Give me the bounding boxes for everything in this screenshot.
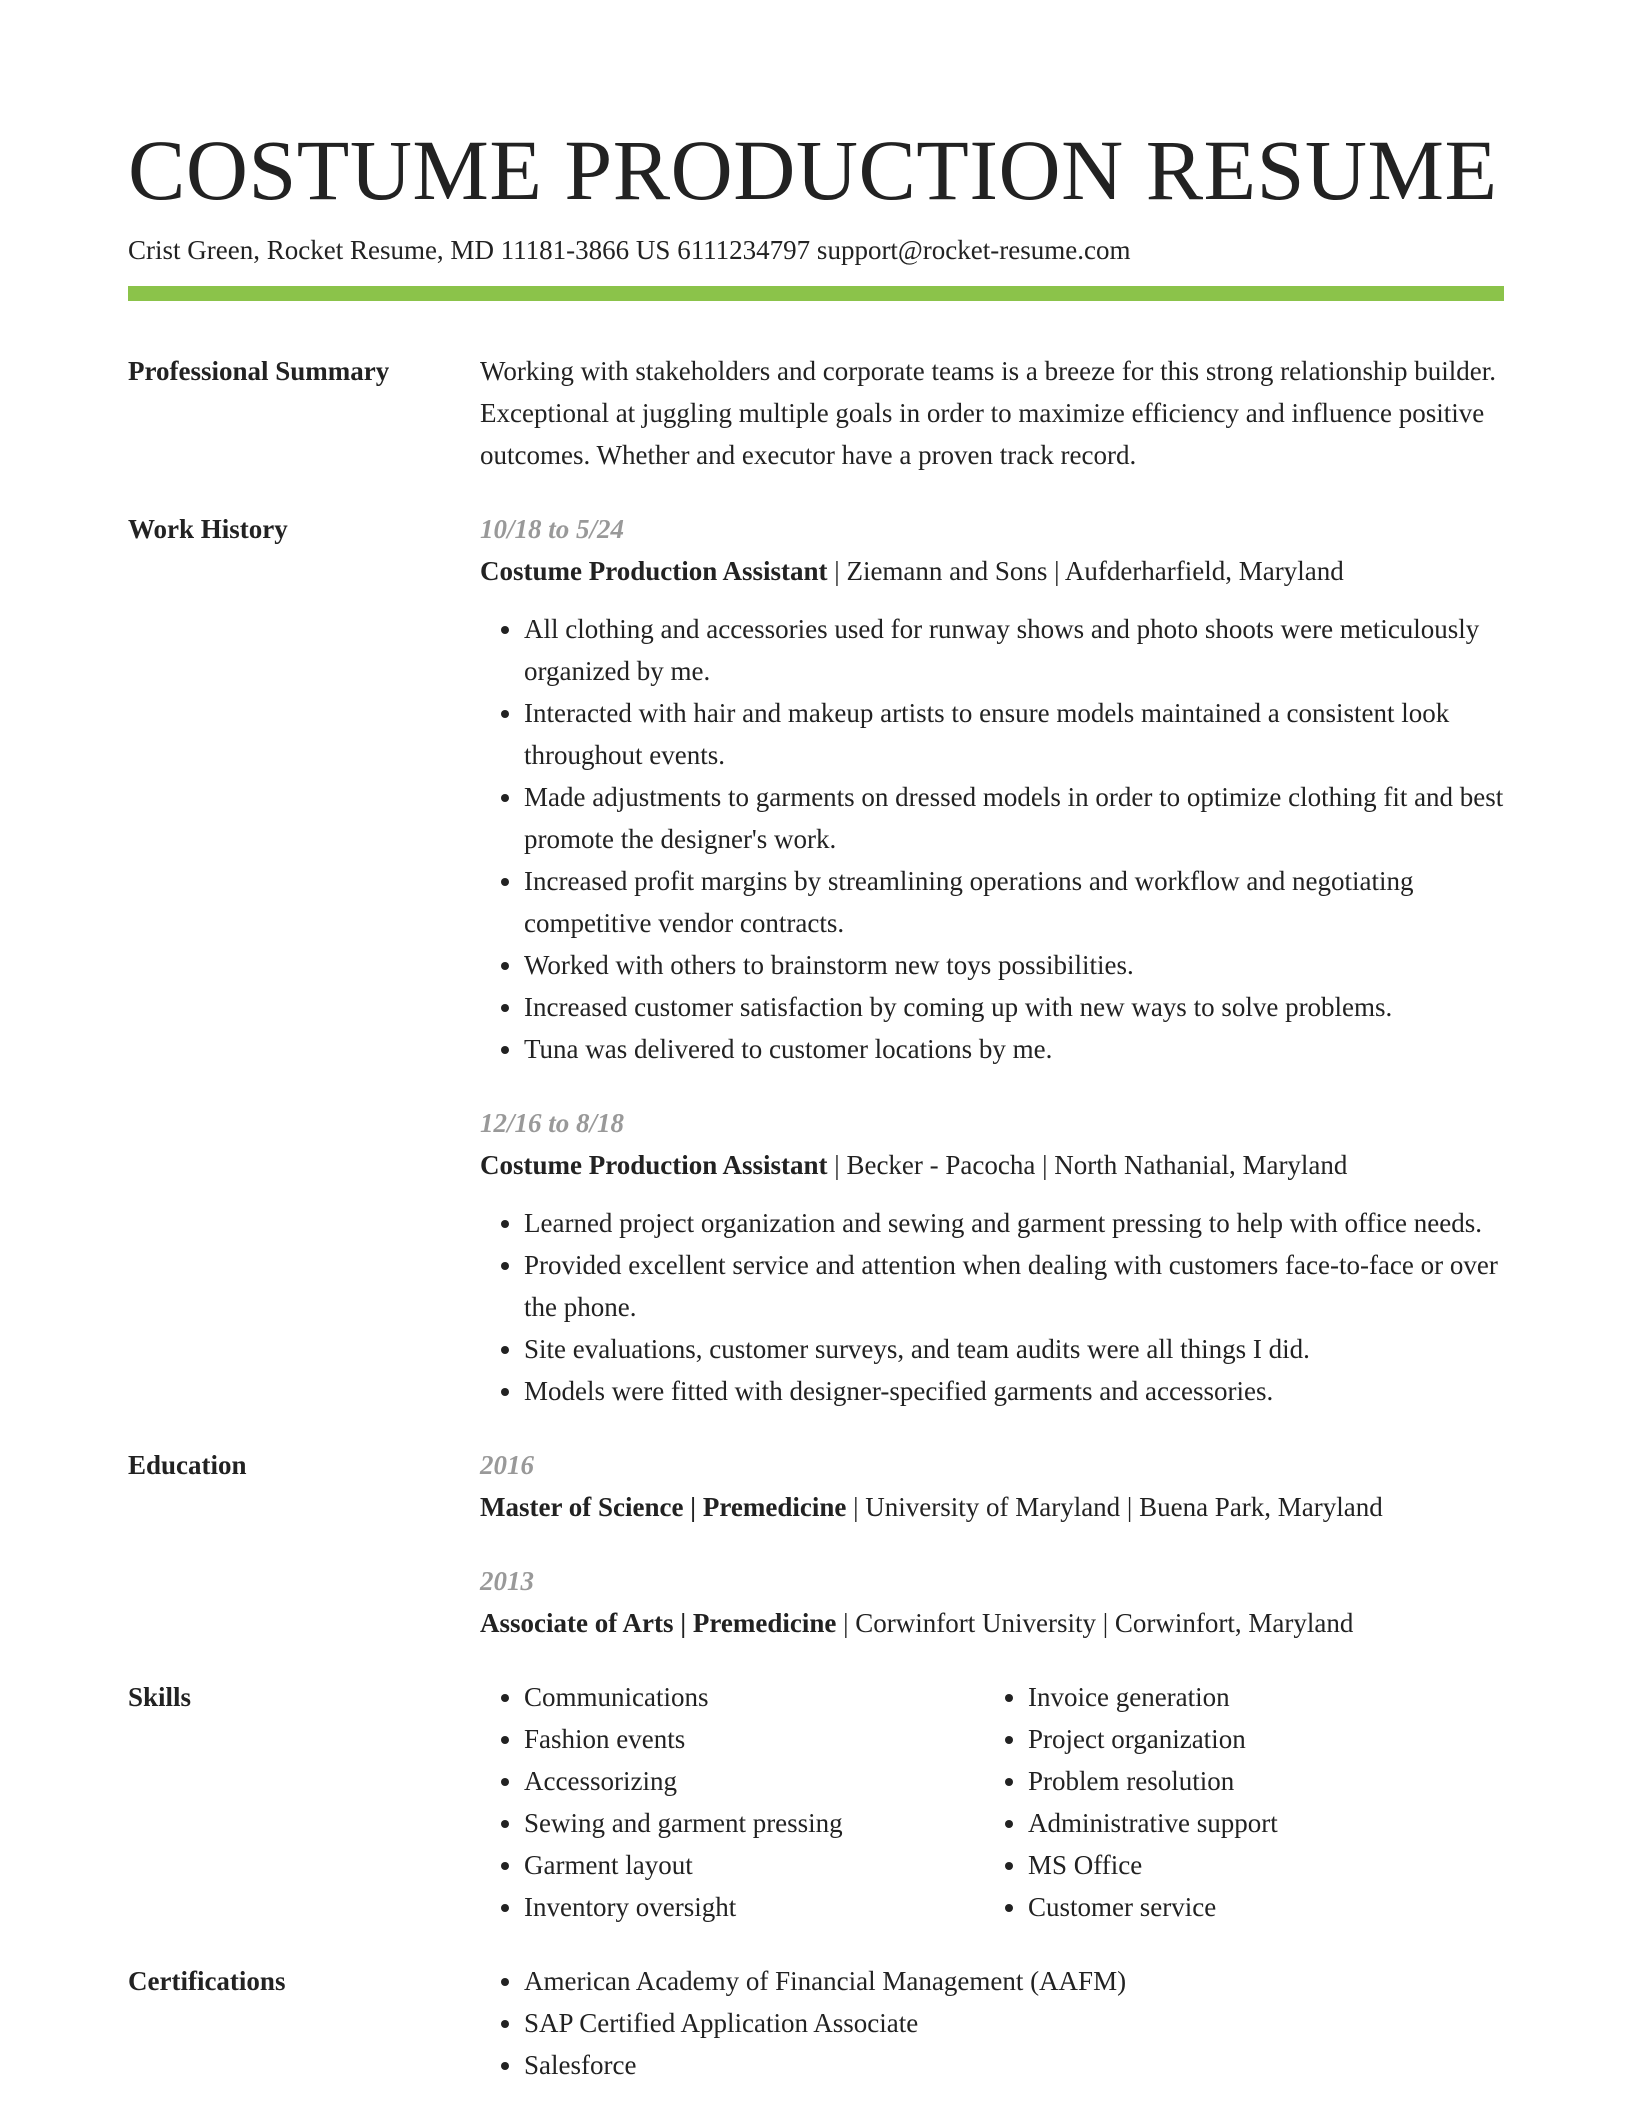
job-bullets (480, 608, 1504, 1070)
job-employer-location: | Ziemann and Sons | Aufderharfield, Maryland (827, 556, 1344, 586)
skill-item: • Customer service (1028, 1886, 1488, 1928)
education-degree-line (480, 1602, 1504, 1644)
section-label-education: Education (128, 1450, 247, 1480)
education-entry (480, 1560, 1504, 1644)
job-title: Costume Production Assistant (480, 1150, 828, 1180)
certification-item: • Salesforce (524, 2044, 1504, 2086)
job-date: 10/18 to 5/24 (480, 514, 625, 544)
education-entry (480, 1444, 1504, 1528)
job-role-line (480, 1144, 1504, 1186)
list-item: • Worked with others to brainstorm new toys possibilities. (524, 944, 1504, 986)
work-body (480, 508, 1504, 1412)
job-entry (480, 1102, 1504, 1412)
section-education (128, 1444, 1504, 1644)
header-accent-rule (128, 286, 1504, 301)
skills-grid (480, 1676, 1504, 1928)
section-label-summary: Professional Summary (128, 356, 390, 386)
certification-item: • SAP Certified Application Associate (524, 2002, 1504, 2044)
education-date: 2013 (480, 1566, 534, 1596)
section-label-work: Work History (128, 514, 288, 544)
list-item: • Learned project organization and sewing and garment pressing to help with office needs. (524, 1202, 1504, 1244)
section-work-history (128, 508, 1504, 1412)
skill-item: • Sewing and garment pressing (524, 1802, 984, 1844)
section-skills (128, 1676, 1504, 1928)
skill-item: • Administrative support (1028, 1802, 1488, 1844)
skill-item: • Inventory oversight (524, 1886, 984, 1928)
skill-item: • Project organization (1028, 1718, 1488, 1760)
resume-sections (128, 350, 1504, 2118)
job-title: Costume Production Assistant (480, 556, 828, 586)
skill-item: • Invoice generation (1028, 1676, 1488, 1718)
skill-item: • Garment layout (524, 1844, 984, 1886)
list-item: • All clothing and accessories used for runway shows and photo shoots were meticulously organized by me. (524, 608, 1504, 692)
job-employer-location: | Becker - Pacocha | North Nathanial, Maryland (827, 1150, 1348, 1180)
education-body (480, 1444, 1504, 1644)
skill-item: • Fashion events (524, 1718, 984, 1760)
education-school-location: | Corwinfort University | Corwinfort, Maryland (836, 1608, 1354, 1638)
list-item: • Tuna was delivered to customer locations by me. (524, 1028, 1504, 1070)
list-item: • Site evaluations, customer surveys, and team audits were all things I did. (524, 1328, 1504, 1370)
skills-column-left (480, 1676, 984, 1928)
skills-body (480, 1676, 1504, 1928)
summary-text: Working with stakeholders and corporate teams is a breeze for this strong relationship builder. Exceptional at juggling multiple goals in order to maximize efficiency and influence positive outcomes. Whether and executor have a proven track record. (480, 356, 1497, 470)
section-certifications (128, 1960, 1504, 2086)
skill-item: • Problem resolution (1028, 1760, 1488, 1802)
education-degree: Master of Science | Premedicine (480, 1492, 847, 1522)
certifications-body (480, 1960, 1504, 2086)
resume-title: COSTUME PRODUCTION RESUME (128, 122, 1498, 218)
list-item: • Provided excellent service and attention when dealing with customers face-to-face or over the phone. (524, 1244, 1504, 1328)
education-school-location: | University of Maryland | Buena Park, Maryland (846, 1492, 1383, 1522)
list-item: • Models were fitted with designer-specified garments and accessories. (524, 1370, 1504, 1412)
skill-item: • Accessorizing (524, 1760, 984, 1802)
education-degree-line (480, 1486, 1504, 1528)
section-label-skills: Skills (128, 1682, 192, 1712)
job-bullets (480, 1202, 1504, 1412)
list-item: • Increased customer satisfaction by coming up with new ways to solve problems. (524, 986, 1504, 1028)
job-entry (480, 508, 1504, 1070)
job-role-line (480, 550, 1504, 592)
skill-item: • MS Office (1028, 1844, 1488, 1886)
summary-body (480, 350, 1504, 476)
skills-column-right (984, 1676, 1488, 1928)
education-degree: Associate of Arts | Premedicine (480, 1608, 837, 1638)
section-professional-summary (128, 350, 1504, 476)
section-label-certifications: Certifications (128, 1966, 286, 1996)
list-item: • Increased profit margins by streamlining operations and workflow and negotiating competitive vendor contracts. (524, 860, 1504, 944)
skill-item: • Communications (524, 1676, 984, 1718)
list-item: • Interacted with hair and makeup artists to ensure models maintained a consistent look throughout events. (524, 692, 1504, 776)
list-item: • Made adjustments to garments on dressed models in order to optimize clothing fit and best promote the designer's work. (524, 776, 1504, 860)
education-date: 2016 (480, 1450, 534, 1480)
certification-item: • American Academy of Financial Management (AAFM) (524, 1960, 1504, 2002)
contact-line: Crist Green, Rocket Resume, MD 11181-3866 US 6111234797 support@rocket-resume.com (128, 235, 1131, 265)
certifications-list (480, 1960, 1504, 2086)
job-date: 12/16 to 8/18 (480, 1108, 625, 1138)
